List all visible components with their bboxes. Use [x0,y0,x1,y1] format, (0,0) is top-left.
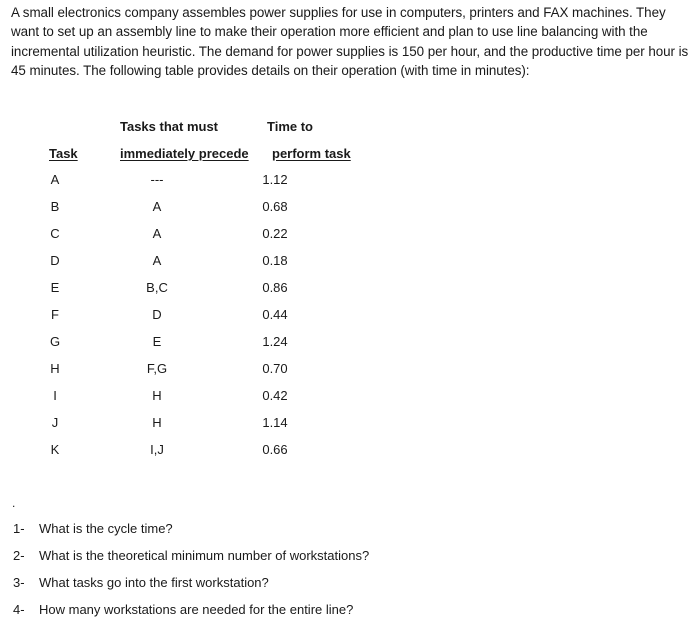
task-cell: H [50,361,60,376]
task-cell: K [50,442,60,457]
time-cell: 0.42 [262,388,288,403]
time-cell: 0.18 [262,253,288,268]
header-time: perform task [272,146,351,161]
task-cell: J [51,415,59,430]
precede-cell: H [152,415,162,430]
question-text: What tasks go into the first workstation? [39,575,269,590]
precede-cell: D [152,307,162,322]
time-cell: 1.24 [262,334,288,349]
task-cell: C [50,226,60,241]
task-cell: I [53,388,57,403]
header-time-top: Time to [267,119,313,134]
time-cell: 0.66 [262,442,288,457]
precede-cell: A [152,199,162,214]
time-cell: 0.70 [262,361,288,376]
time-cell: 0.22 [262,226,288,241]
intro-line: incremental utilization heuristic. The demand for power supplies is 150 per hour, and the productive time per hour is [11,43,689,59]
precede-cell: F,G [146,361,168,376]
time-cell: 0.86 [262,280,288,295]
question-number: 4- [13,602,25,617]
precede-cell: B,C [146,280,168,295]
task-cell: B [50,199,60,214]
header-task: Task [49,146,78,161]
question-text: How many workstations are needed for the entire line? [39,602,354,617]
task-cell: A [50,172,60,187]
precede-cell: A [152,253,162,268]
precede-cell: I,J [150,442,164,457]
time-cell: 1.12 [262,172,288,187]
task-cell: G [49,334,61,349]
time-cell: 0.44 [262,307,288,322]
task-cell: F [51,307,59,322]
intro-line: want to set up an assembly line to make their operation more efficient and plan to use line balancing with the [11,24,648,40]
bullet-mark: . [12,496,16,510]
question-text: What is the theoretical minimum number of workstations? [39,548,370,563]
task-cell: E [50,280,60,295]
precede-cell: --- [150,172,164,187]
question-text: What is the cycle time? [39,521,173,536]
precede-cell: H [152,388,162,403]
question-number: 3- [13,575,25,590]
intro-line: 45 minutes. The following table provides details on their operation (with time in minutes): [11,63,530,79]
time-cell: 0.68 [262,199,288,214]
task-cell: D [50,253,60,268]
precede-cell: E [152,334,162,349]
question-number: 2- [13,548,25,563]
precede-cell: A [152,226,162,241]
question-number: 1- [13,521,25,536]
intro-line: A small electronics company assembles power supplies for use in computers, printers and FAX machines. They [11,5,666,20]
time-cell: 1.14 [262,415,288,430]
header-precede-top: Tasks that must [120,119,219,134]
header-precede: immediately precede [120,146,249,161]
